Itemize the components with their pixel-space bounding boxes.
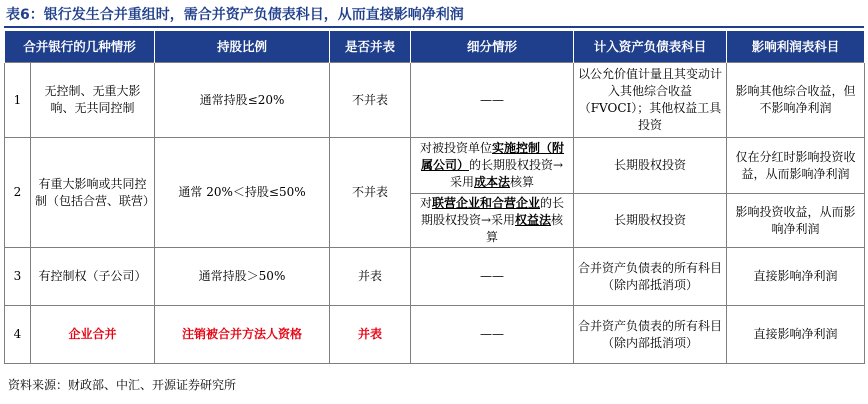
pl-cell: 直接影响净利润 (727, 248, 865, 306)
sub-cell-control (411, 138, 574, 194)
case-cell: 无控制、无重大影响、无共同控制 (31, 63, 155, 138)
ratio-cell: 通常持股＞50% (155, 248, 330, 306)
header-case: 合并银行的几种情形 (5, 31, 155, 63)
header-consolidate: 是否并表 (330, 31, 411, 63)
ratio-cell-highlight: 注销被合并方法人资格 (155, 306, 330, 364)
pl-cell: 影响其他综合收益，但不影响净利润 (727, 63, 865, 138)
table-title: 表6：银行发生合并重组时，需合并资产负债表科目，从而直接影响净利润 (6, 7, 464, 23)
row-number: 4 (5, 306, 31, 364)
sub-text: 的长期股权投资 (420, 196, 565, 227)
sub-text: 核算 (510, 175, 535, 189)
ratio-cell: 通常持股≤20% (155, 63, 330, 138)
comparison-table (4, 31, 865, 364)
sub-cell: —— (411, 248, 574, 306)
sub-method: 成本法 (474, 175, 511, 189)
header-ratio: 持股比例 (155, 31, 330, 63)
consolidate-cell: 不并表 (330, 138, 411, 248)
row-number: 2 (5, 138, 31, 248)
case-cell: 有控制权（子公司） (31, 248, 155, 306)
header-sub: 细分情形 (411, 31, 574, 63)
row-number: 3 (5, 248, 31, 306)
sub-text: 的长期股权投资 (468, 158, 553, 172)
bs-cell: 长期股权投资 (574, 138, 727, 194)
ratio-cell: 通常 20%＜持股≤50% (155, 138, 330, 248)
bs-cell: 长期股权投资 (574, 194, 727, 248)
source-note: 资料来源：财政部、中汇、开源证券研究所 (8, 378, 237, 392)
header-row (5, 31, 865, 63)
bs-cell: 以公允价值计量且其变动计入其他综合收益（FVOCI）；其他权益工具投资 (574, 63, 727, 138)
consolidate-cell: 不并表 (330, 63, 411, 138)
bs-cell: 合并资产负债表的所有科目（除内部抵消项） (574, 306, 727, 364)
header-bs: 计入资产负债表科目 (574, 31, 727, 63)
case-cell-highlight: 企业合并 (31, 306, 155, 364)
sub-method: 权益法 (515, 213, 552, 227)
table-row (5, 63, 865, 138)
sub-cell: —— (411, 63, 574, 138)
sub-arrow: →采用 (480, 213, 516, 227)
sub-text: 核算 (486, 213, 564, 244)
pl-cell: 影响投资收益，从而影响净利润 (727, 194, 865, 248)
pl-cell: 仅在分红时影响投资收益，从而影响净利润 (727, 138, 865, 194)
sub-text: 对 (419, 196, 432, 210)
row-number: 1 (5, 63, 31, 138)
consolidate-cell-highlight: 并表 (330, 306, 411, 364)
sub-emphasis: 联营企业和合营企业 (432, 196, 541, 210)
title-divider (4, 26, 864, 28)
header-pl: 影响利润表科目 (727, 31, 865, 63)
sub-text: 对被投资单位 (420, 141, 493, 155)
table-row (5, 248, 865, 306)
table-row (5, 138, 865, 194)
sub-emphasis: 实施控制（附属公司） (420, 141, 565, 172)
pl-cell: 直接影响净利润 (727, 306, 865, 364)
sub-arrow: →采用 (449, 158, 564, 189)
sub-cell: —— (411, 306, 574, 364)
consolidate-cell: 并表 (330, 248, 411, 306)
bs-cell: 合并资产负债表的所有科目（除内部抵消项） (574, 248, 727, 306)
case-cell: 有重大影响或共同控制（包括合营、联营） (31, 138, 155, 248)
table-row (5, 306, 865, 364)
sub-cell-equity (411, 194, 574, 248)
